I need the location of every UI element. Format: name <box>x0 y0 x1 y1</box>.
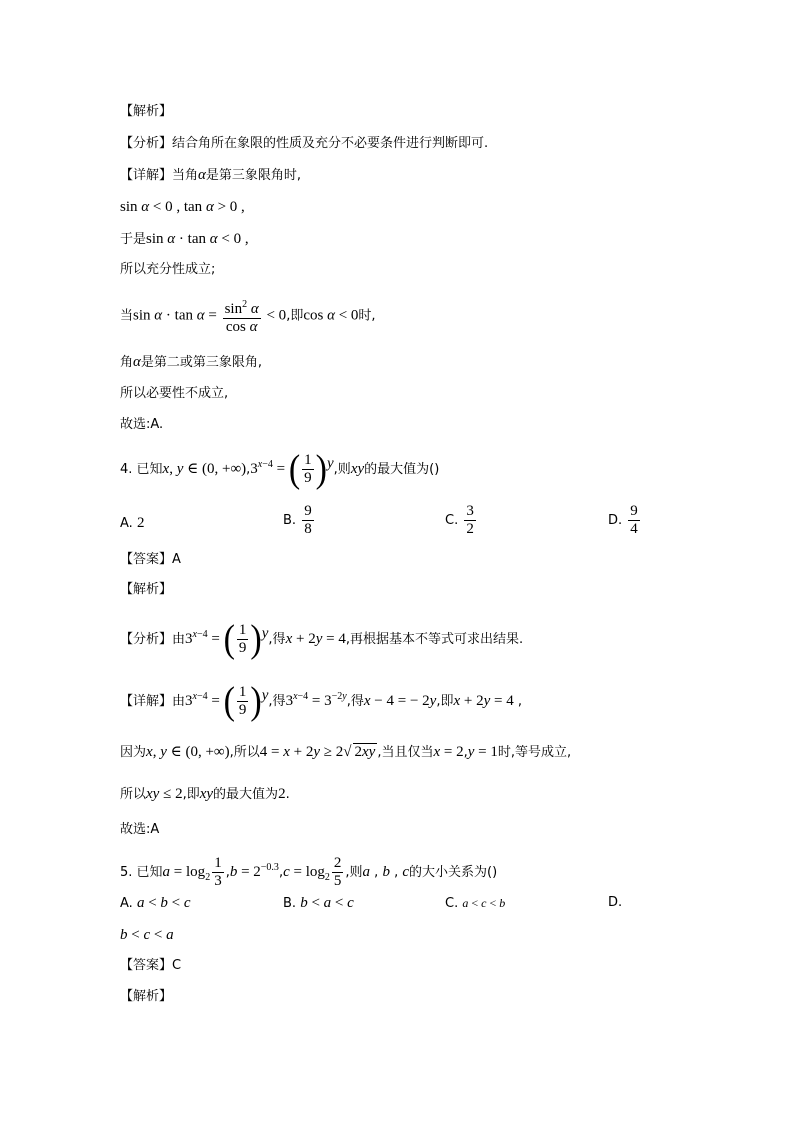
q5-answer: 【答案】C <box>120 958 182 973</box>
section-jiexi-1: 【解析】 <box>120 104 173 119</box>
q5-option-c: C. a < c < b <box>445 896 506 911</box>
analysis-line-1: 【分析】结合角所在象限的性质及充分不必要条件进行判断即可. <box>120 136 489 151</box>
quadrant-line: 角α是第二或第三象限角, <box>120 354 263 370</box>
math-line-product: 于是sin α · tan α < 0 , <box>120 231 249 247</box>
q5-option-d-label: D. <box>608 895 623 910</box>
q4-option-a: A. 2 <box>120 515 145 531</box>
q4-jiexi: 【解析】 <box>120 582 173 597</box>
q4-analysis: 【分析】由$3^{x-4}$ = ( $\frac{1}{9}$ )$^y$,得x + 2y = 4,再根据基本不等式可求出结果. <box>120 617 524 661</box>
q5-jiexi: 【解析】 <box>120 989 173 1004</box>
detail-line-1: 【详解】当角α是第三象限角时, <box>120 167 302 183</box>
q5-option-a: A. a < b < c <box>120 895 191 911</box>
sufficiency-line: 所以充分性成立; <box>120 262 216 277</box>
q5-stem: 5. 已知$a = \log_2$ $\frac{1}{3}$ $,b = 2^{-0.3},c = \log_2$ $\frac{2}{5}$ ,则a , b , c的大小关系为() <box>120 855 498 889</box>
q4-choice: 故选:A <box>120 822 160 837</box>
q4-stem: 4. 已知x, y ∈ (0, $+\infty),3^{x-4}$ = ( $\frac{1}{9}$ )$^y$,则xy的最大值为() <box>120 447 440 491</box>
necessity-line: 所以必要性不成立, <box>120 386 229 401</box>
q4-option-c: C. $\frac{3}{2}$ <box>445 503 474 537</box>
q4-answer: 【答案】A <box>120 552 181 567</box>
q4-detail: 【详解】由$3^{x-4}$ = ( $\frac{1}{9}$ )$^y$,得$3^{x-4} = 3^{-2y}$,得x − 4 = − 2y,即x + 2y = 4 , <box>120 679 523 723</box>
choice-line-1: 故选:A. <box>120 417 164 432</box>
q4-conclusion: 所以xy ≤ 2,即xy的最大值为2. <box>120 786 290 802</box>
fraction-sin2-cos: $\frac{\sin^2 \alpha}{\text{cos α}}$ <box>223 296 261 336</box>
q4-option-d: D. $\frac{9}{4}$ <box>608 503 638 537</box>
q4-option-b: B. $\frac{9}{8}$ <box>283 503 312 537</box>
q5-option-b: B. b < a < c <box>283 895 354 911</box>
math-line-sin-tan: sin α < 0 , tan α > 0 , <box>120 199 245 215</box>
math-line-fraction: 当sin α · tan α = $\frac{\sin^2 \alpha}{\text{cos α}}$ < 0,即cos α < 0时, <box>120 296 376 336</box>
q4-because: 因为x, y ∈ (0, +∞),所以4 = x + 2y ≥ 2√ 2xy ,当且仅当x = 2,y = 1时,等号成立, <box>120 744 572 760</box>
q5-option-d: b < c < a <box>120 927 174 943</box>
